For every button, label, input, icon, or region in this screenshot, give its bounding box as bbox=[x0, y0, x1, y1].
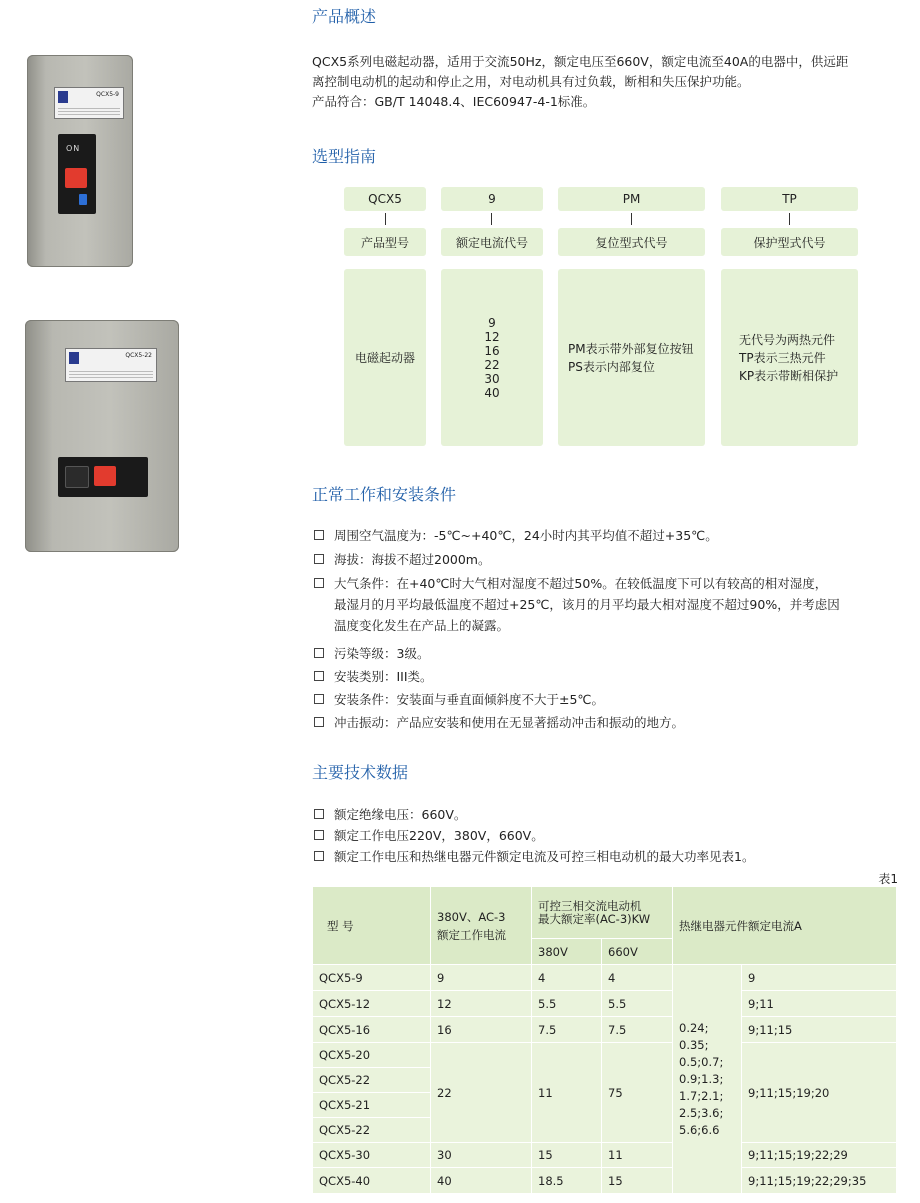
section-title-overview: 产品概述 bbox=[312, 7, 377, 26]
guide-code-current: 9 bbox=[441, 187, 543, 211]
current-code: 30 bbox=[484, 371, 500, 386]
current-code: 40 bbox=[484, 385, 500, 400]
table-caption: 表1 bbox=[878, 872, 898, 886]
device-nameplate bbox=[54, 87, 124, 119]
header-660v: 660V bbox=[602, 939, 673, 965]
protection-desc: 无代号为两热元件 bbox=[739, 332, 836, 347]
cell-p660: 7.5 bbox=[602, 1017, 673, 1043]
device-button-panel bbox=[58, 457, 148, 497]
header-model: 型 号 bbox=[313, 887, 431, 965]
nameplate-lines bbox=[69, 370, 153, 378]
checkbox-square-icon bbox=[314, 578, 324, 588]
brand-logo-icon bbox=[69, 352, 79, 364]
overview-line: 离控制电动机的起动和停止之用，对电动机具有过负载，断相和失压保护功能。 bbox=[312, 74, 750, 89]
condition-item: 周围空气温度为：-5℃~+40℃，24小时内其平均值不超过+35℃。 bbox=[314, 525, 904, 546]
device-model-text: QCX5-9 bbox=[96, 91, 119, 98]
protection-desc: TP表示三热元件 bbox=[739, 350, 826, 365]
cell-p660: 11 bbox=[602, 1143, 673, 1168]
condition-item: 安装类别：III类。 bbox=[314, 666, 904, 687]
nameplate-lines bbox=[58, 107, 120, 115]
guide-desc-protection bbox=[721, 269, 858, 446]
table-row bbox=[313, 991, 897, 1017]
cell-model: QCX5-21 bbox=[313, 1093, 431, 1118]
table-row bbox=[313, 1017, 897, 1043]
product-image-qcx5-22 bbox=[25, 320, 179, 552]
overview-text bbox=[312, 52, 902, 112]
cell-model: QCX5-9 bbox=[313, 965, 431, 991]
device-nameplate bbox=[65, 348, 157, 382]
red-button-icon bbox=[65, 168, 87, 188]
cell-p380: 18.5 bbox=[532, 1168, 602, 1194]
cell-p660: 75 bbox=[602, 1043, 673, 1143]
device-button-panel bbox=[58, 134, 96, 214]
techdata-item: 额定工作电压220V，380V，660V。 bbox=[314, 825, 904, 846]
cell-current: 9 bbox=[431, 965, 532, 991]
cell-relay-values: 9;11;15;19;20 bbox=[742, 1043, 897, 1143]
cell-p660: 15 bbox=[602, 1168, 673, 1194]
condition-item: 污染等级：3级。 bbox=[314, 643, 904, 664]
techdata-item: 额定绝缘电压：660V。 bbox=[314, 804, 904, 825]
cell-model: QCX5-20 bbox=[313, 1043, 431, 1068]
guide-code-reset: PM bbox=[558, 187, 705, 211]
cell-p380: 11 bbox=[532, 1043, 602, 1143]
cell-p380: 15 bbox=[532, 1143, 602, 1168]
cell-relay-values: 9;11 bbox=[742, 991, 897, 1017]
connector-line bbox=[491, 213, 492, 225]
cell-p380: 4 bbox=[532, 965, 602, 991]
guide-desc-reset bbox=[558, 269, 705, 446]
techdata-item: 额定工作电压和热继电器元件额定电流及可控三相电动机的最大功率见表1。 bbox=[314, 846, 904, 867]
brand-logo-icon bbox=[58, 91, 68, 103]
cell-model: QCX5-30 bbox=[313, 1143, 431, 1168]
reset-desc: PS表示内部复位 bbox=[568, 359, 655, 374]
section-title-conditions: 正常工作和安装条件 bbox=[312, 485, 457, 504]
device-model-text: QCX5-22 bbox=[125, 352, 152, 359]
guide-desc-model: 电磁起动器 bbox=[344, 269, 426, 446]
guide-code-protection: TP bbox=[721, 187, 858, 211]
protection-desc: KP表示带断相保护 bbox=[739, 368, 839, 383]
guide-label-reset: 复位型式代号 bbox=[558, 228, 705, 256]
guide-desc-current bbox=[441, 269, 543, 446]
cell-relay-values: 9 bbox=[742, 965, 897, 991]
cell-current: 16 bbox=[431, 1017, 532, 1043]
header-power: 可控三相交流电动机 最大额定率(AC-3)KW bbox=[532, 887, 673, 939]
section-title-guide: 选型指南 bbox=[312, 147, 377, 166]
table-row bbox=[313, 1043, 897, 1068]
cell-current: 22 bbox=[431, 1043, 532, 1143]
section-title-techdata: 主要技术数据 bbox=[312, 763, 409, 782]
cell-relay-values: 9;11;15;19;22;29;35 bbox=[742, 1168, 897, 1194]
connector-line bbox=[789, 213, 790, 225]
guide-label-current: 额定电流代号 bbox=[441, 228, 543, 256]
black-button-icon bbox=[65, 466, 89, 488]
spec-table bbox=[312, 886, 897, 1194]
table-row bbox=[313, 1143, 897, 1168]
cell-current: 30 bbox=[431, 1143, 532, 1168]
overview-line: 产品符合：GB/T 14048.4、IEC60947-4-1标准。 bbox=[312, 94, 596, 109]
condition-item: 安装条件：安装面与垂直面倾斜度不大于±5℃。 bbox=[314, 689, 904, 710]
reset-desc: PM表示带外部复位按钮 bbox=[568, 341, 694, 356]
overview-line: QCX5系列电磁起动器，适用于交流50Hz，额定电压至660V，额定电流至40A的电器中，供远距 bbox=[312, 54, 849, 69]
cell-relay-values: 9;11;15 bbox=[742, 1017, 897, 1043]
checkbox-square-icon bbox=[314, 717, 324, 727]
cell-model: QCX5-16 bbox=[313, 1017, 431, 1043]
condition-item: 大气条件：在+40℃时大气相对湿度不超过50%。在较低温度下可以有较高的相对湿度， 最湿月的月平均最低温度不超过+25℃，该月的月平均最大相对湿度不超过90%，并考虑因 温度变化发生在产品上的凝露。 bbox=[314, 573, 904, 636]
on-label: ON bbox=[66, 144, 81, 153]
checkbox-square-icon bbox=[314, 671, 324, 681]
cell-p380: 7.5 bbox=[532, 1017, 602, 1043]
header-380v: 380V bbox=[532, 939, 602, 965]
cell-model: QCX5-12 bbox=[313, 991, 431, 1017]
cell-p660: 4 bbox=[602, 965, 673, 991]
condition-item: 冲击振动：产品应安装和使用在无显著摇动冲击和振动的地方。 bbox=[314, 712, 904, 733]
header-current: 380V、AC-3 额定工作电流 bbox=[431, 887, 532, 965]
cell-current: 40 bbox=[431, 1168, 532, 1194]
cell-model: QCX5-40 bbox=[313, 1168, 431, 1194]
cell-relay-ranges: 0.24; 0.35; 0.5;0.7; 0.9;1.3; 1.7;2.1; 2.5;3.6; 5.6;6.6 bbox=[673, 965, 742, 1194]
cell-current: 12 bbox=[431, 991, 532, 1017]
current-code: 22 bbox=[484, 357, 500, 372]
condition-item: 海拔：海拔不超过2000m。 bbox=[314, 549, 904, 570]
table-row bbox=[313, 965, 897, 991]
checkbox-square-icon bbox=[314, 530, 324, 540]
checkbox-square-icon bbox=[314, 554, 324, 564]
checkbox-square-icon bbox=[314, 809, 324, 819]
blue-reset-button-icon bbox=[79, 194, 87, 205]
current-code: 9 bbox=[488, 315, 496, 330]
cell-model: QCX5-22 bbox=[313, 1118, 431, 1143]
connector-line bbox=[385, 213, 386, 225]
red-button-icon bbox=[94, 466, 116, 486]
current-code: 16 bbox=[484, 343, 500, 358]
current-code: 12 bbox=[484, 329, 500, 344]
cell-p380: 5.5 bbox=[532, 991, 602, 1017]
checkbox-square-icon bbox=[314, 851, 324, 861]
table-row bbox=[313, 1168, 897, 1194]
checkbox-square-icon bbox=[314, 694, 324, 704]
checkbox-square-icon bbox=[314, 648, 324, 658]
guide-code-model: QCX5 bbox=[344, 187, 426, 211]
cell-relay-values: 9;11;15;19;22;29 bbox=[742, 1143, 897, 1168]
guide-label-protection: 保护型式代号 bbox=[721, 228, 858, 256]
guide-label-model: 产品型号 bbox=[344, 228, 426, 256]
product-image-qcx5-9 bbox=[27, 55, 133, 267]
checkbox-square-icon bbox=[314, 830, 324, 840]
connector-line bbox=[631, 213, 632, 225]
cell-p660: 5.5 bbox=[602, 991, 673, 1017]
cell-model: QCX5-22 bbox=[313, 1068, 431, 1093]
header-relay: 热继电器元件额定电流A bbox=[673, 887, 897, 965]
